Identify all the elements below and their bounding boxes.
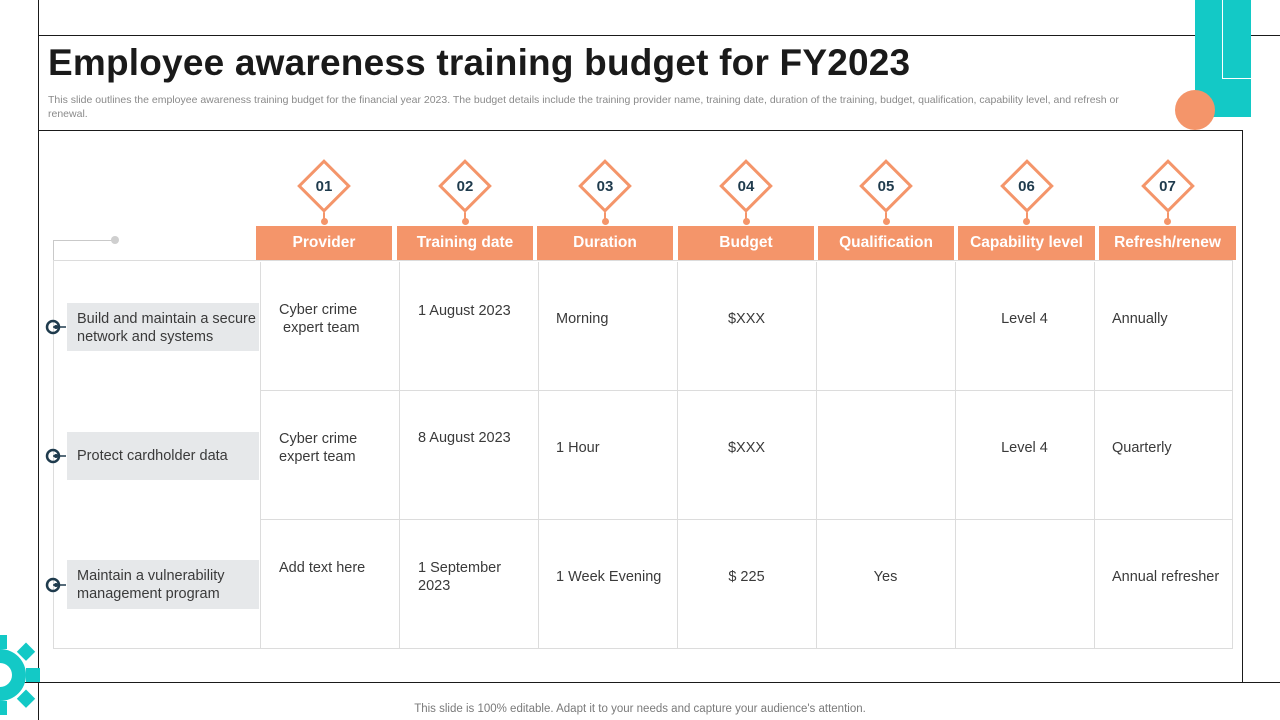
- column-header: Training date: [397, 226, 533, 260]
- table-cell: [1094, 391, 1233, 520]
- target-icon: [44, 577, 68, 593]
- table-cell: [1094, 262, 1233, 391]
- table-cell: [538, 262, 677, 391]
- table-cell: [399, 262, 538, 391]
- row-label: [67, 560, 259, 609]
- orange-circle-decoration: [1175, 90, 1215, 130]
- row-label: [67, 432, 259, 480]
- cell-text: Morning: [556, 311, 609, 327]
- table-cell: [677, 262, 816, 391]
- step-number: 01: [315, 178, 333, 195]
- header-stem-dot: [321, 218, 328, 225]
- cell-text: 8 August 2023: [418, 430, 511, 446]
- frame-header-line: [38, 130, 1243, 131]
- column-header: Qualification: [818, 226, 954, 260]
- row-label-text: Build and maintain a secure: [77, 311, 256, 327]
- table-cell: [955, 391, 1094, 520]
- connector-dot: [111, 236, 119, 244]
- cell-text: $XXX: [727, 440, 766, 456]
- cell-text: Yes: [873, 569, 898, 585]
- step-number: 02: [456, 178, 474, 195]
- row-label-text: network and systems: [77, 329, 214, 345]
- connector-line-horizontal: [53, 240, 115, 241]
- frame-bottom-line: [0, 682, 1280, 683]
- cell-text: Cyber crime: [279, 302, 358, 318]
- cell-text: Quarterly: [1112, 440, 1172, 456]
- cell-text: Annually: [1112, 311, 1168, 327]
- column-header: Budget: [678, 226, 814, 260]
- table-cell: [260, 262, 399, 391]
- step-number: 06: [1018, 178, 1035, 195]
- table-cell: [399, 391, 538, 520]
- cell-text: Cyber crime: [279, 431, 358, 447]
- row-label-text: Maintain a vulnerability: [77, 568, 225, 584]
- row-label-text: Protect cardholder data: [77, 448, 228, 464]
- header-stem-dot: [883, 218, 890, 225]
- cell-text: expert team: [279, 320, 360, 336]
- cell-text: 2023: [418, 578, 451, 594]
- table-cell: [816, 520, 955, 649]
- cell-text: 1 September: [418, 560, 502, 576]
- column-header: Duration: [537, 226, 673, 260]
- table-cell: [677, 520, 816, 649]
- table-cell: [260, 391, 399, 520]
- table-cell: [1094, 520, 1233, 649]
- column-header: Capability level: [958, 226, 1095, 260]
- table-cell: [955, 520, 1094, 649]
- header-stem-dot: [602, 218, 609, 225]
- step-number: 04: [737, 178, 755, 195]
- cell-text: Annual refresher: [1112, 569, 1220, 585]
- table-cell: [538, 391, 677, 520]
- cell-text: Level 4: [1001, 311, 1048, 327]
- header-stem-dot: [743, 218, 750, 225]
- cell-text: 1 Hour: [556, 440, 600, 456]
- header-stem-dot: [462, 218, 469, 225]
- frame-top-line: [38, 35, 1280, 36]
- table-cell: [816, 262, 955, 391]
- column-header: Refresh/renew: [1099, 226, 1236, 260]
- cell-text: expert team: [279, 449, 356, 465]
- step-number: 03: [596, 178, 614, 195]
- teal-decoration-outline: [1222, 0, 1252, 79]
- footer-note: This slide is 100% editable. Adapt it to your needs and capture your audience's attention.: [414, 703, 866, 715]
- header-stem-dot: [1164, 218, 1171, 225]
- target-icon: [44, 319, 68, 335]
- page-title: Employee awareness training budget for FY2023: [48, 42, 911, 83]
- frame-left-line: [38, 0, 39, 720]
- cell-text: Add text here: [279, 560, 366, 576]
- table-cell: [816, 391, 955, 520]
- column-header: Provider: [256, 226, 392, 260]
- row-label: [67, 303, 259, 351]
- table-cell: [260, 520, 399, 649]
- table-cell: [955, 262, 1094, 391]
- row-label-text: management program: [77, 586, 220, 602]
- step-number: 05: [877, 178, 895, 195]
- page-subtitle: This slide outlines the employee awareness training budget for the financial year 2023. The budget details include the training provider name, training date, duration of the training, budget, qualification, capability level, and refresh or renewal.: [48, 94, 1119, 120]
- target-icon: [44, 448, 68, 464]
- frame-right-line: [1242, 130, 1243, 683]
- cell-text: Level 4: [1001, 440, 1048, 456]
- cell-text: 1 Week Evening: [556, 569, 662, 585]
- step-number: 07: [1159, 178, 1176, 195]
- table-cell: [399, 520, 538, 649]
- cell-text: 1 August 2023: [418, 303, 511, 319]
- table-cell: [538, 520, 677, 649]
- table-cell: [677, 391, 816, 520]
- cell-text: $ 225: [728, 569, 765, 585]
- header-stem-dot: [1023, 218, 1030, 225]
- cell-text: $XXX: [727, 311, 766, 327]
